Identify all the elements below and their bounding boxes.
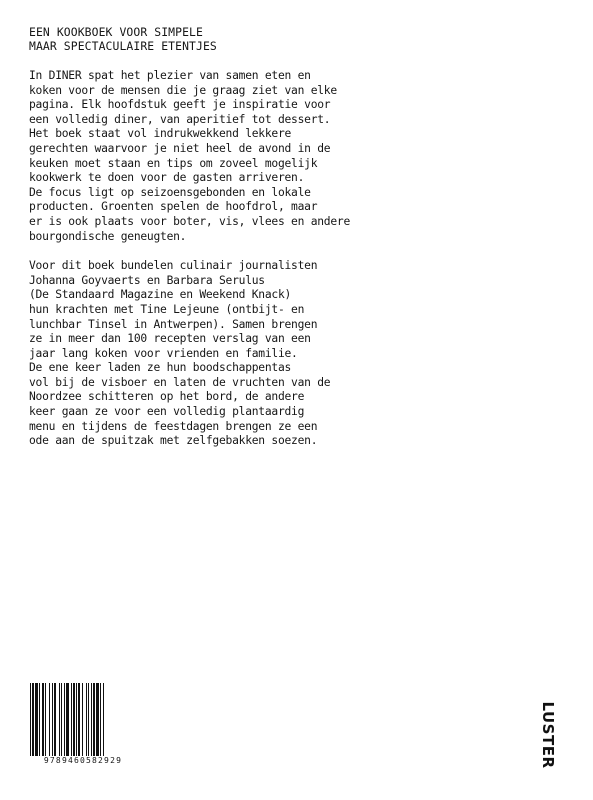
barcode-bar: [66, 683, 69, 759]
text-line: ode aan de spuitzak met zelfgebakken soezen.: [29, 434, 318, 448]
tagline-line-2: MAAR SPECTACULAIRE ETENTJES: [29, 39, 217, 53]
blurb: [29, 69, 359, 464]
barcode-bar: [49, 683, 50, 759]
barcode-bar: [86, 683, 87, 759]
blurb-paragraph-2: [29, 259, 359, 449]
text-line: er is ook plaats voor boter, vis, vlees en andere: [29, 214, 351, 228]
tagline: [29, 25, 359, 53]
text-line: kookwerk te doen voor de gasten arriveren.: [29, 171, 305, 185]
text-line: pagina. Elk hoofdstuk geeft je inspiratie voor: [29, 98, 331, 112]
barcode-bar: [91, 683, 92, 759]
text-line: Voor dit boek bundelen culinair journalisten: [29, 259, 318, 273]
text-line: (De Standaard Magazine en Weekend Knack): [29, 288, 292, 302]
isbn-number: 9789460582929: [28, 756, 138, 766]
barcode-bar: [76, 683, 77, 759]
text-line: Noordzee schitteren op het bord, de andere: [29, 390, 305, 404]
text-line: Het boek staat vol indrukwekkend lekkere: [29, 127, 292, 141]
text-line: een volledig diner, van aperitief tot dessert.: [29, 112, 331, 126]
text-line: bourgondische geneugten.: [29, 229, 187, 243]
text-line: In DINER spat het plezier van samen eten en: [29, 69, 311, 82]
barcode-bar: [71, 683, 72, 759]
barcode-bars: [28, 683, 138, 761]
text-line: koken voor de mensen die je graag ziet van elke: [29, 83, 337, 97]
barcode-bar: [59, 683, 60, 759]
barcode-bar: [73, 683, 75, 759]
tagline-line-1: EEN KOOKBOEK VOOR SIMPELE: [29, 25, 203, 39]
text-line: hun krachten met Tine Lejeune (ontbijt- en: [29, 302, 305, 316]
text-line: lunchbar Tinsel in Antwerpen). Samen brengen: [29, 317, 318, 331]
text-line: keer gaan ze voor een volledig plantaardig: [29, 405, 305, 419]
barcode-bar: [30, 683, 31, 759]
barcode-bar: [82, 683, 83, 759]
barcode-bar: [100, 683, 101, 759]
barcode-bar: [61, 683, 62, 759]
barcode-bar: [35, 683, 38, 759]
barcode-bar: [64, 683, 65, 759]
text-line: ze in meer dan 100 recepten verslag van een: [29, 332, 311, 346]
barcode-bar: [88, 683, 89, 759]
publisher-logo: [537, 701, 559, 769]
barcode-bar: [32, 683, 34, 759]
text-line: gerechten waarvoor je niet heel de avond in de: [29, 141, 331, 155]
barcode-bar: [54, 683, 56, 759]
text-line: keuken moet staan en tips om zoveel mogelijk: [29, 156, 318, 170]
barcode-bar: [96, 683, 99, 759]
barcode-bar: [39, 683, 40, 759]
text-line: menu en tijdens de feestdagen brengen ze een: [29, 419, 318, 433]
text-line: Johanna Goyvaerts en Barbara Serulus: [29, 273, 265, 287]
blurb-paragraph-1: [29, 69, 359, 244]
text-line: vol bij de visboer en laten de vruchten van de: [29, 375, 331, 389]
publisher-name: LUSTER: [539, 701, 557, 769]
barcode-bar: [42, 683, 44, 759]
isbn-barcode: [28, 683, 138, 771]
text-line: De ene keer laden ze hun boodschappentas: [29, 361, 292, 375]
text-line: jaar lang koken voor vrienden en familie.: [29, 346, 298, 360]
barcode-bar: [93, 683, 95, 759]
text-line: producten. Groenten spelen de hoofdrol, maar: [29, 200, 318, 214]
barcode-bar: [103, 683, 104, 759]
barcode-bar: [45, 683, 46, 759]
text-line: De focus ligt op seizoensgebonden en lokale: [29, 185, 311, 199]
barcode-bar: [78, 683, 80, 759]
barcode-bar: [52, 683, 53, 759]
